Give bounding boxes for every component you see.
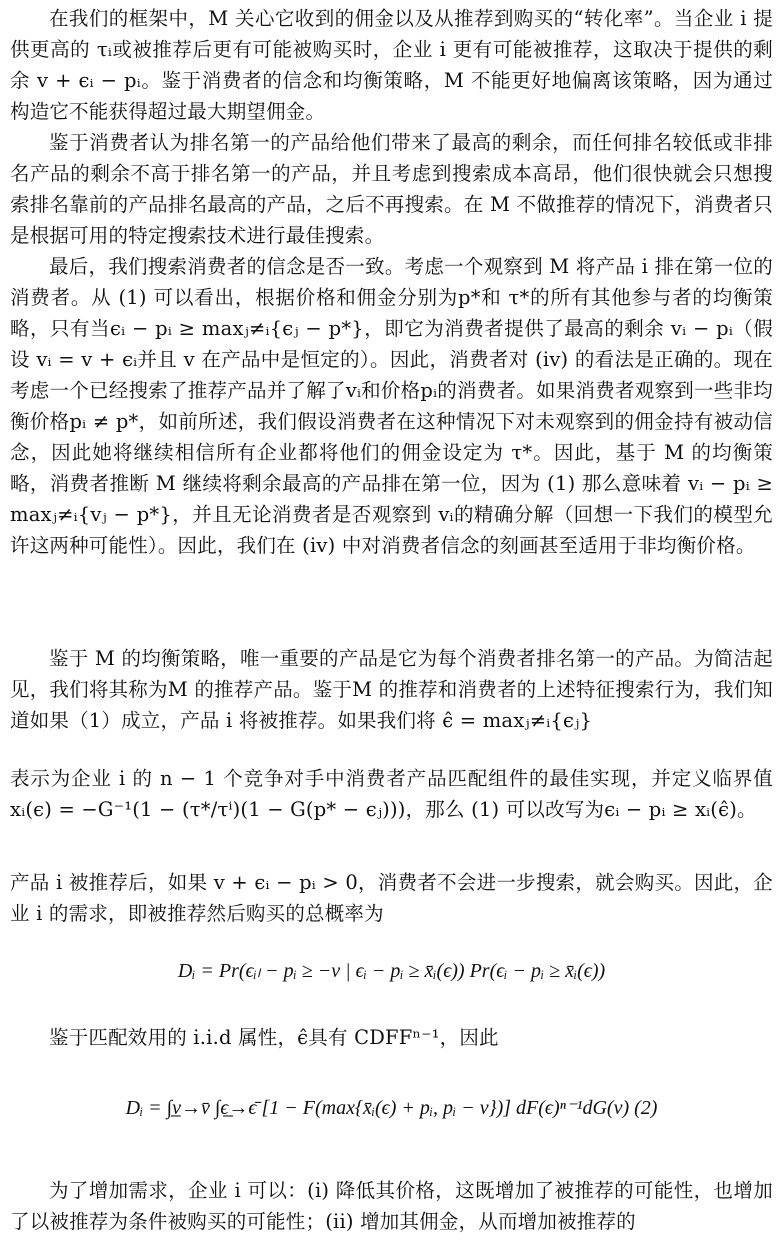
equation-demand: Dᵢ = Pr(ϵᵢₗ − pᵢ ≥ −v | ϵᵢ − pᵢ ≥ x̄ᵢ(ϵ)) Pr(ϵᵢ − pᵢ ≥ x̄ᵢ(ϵ)) xyxy=(177,960,606,982)
equation-2: Dᵢ = ∫v̲→v̄ ∫ϵ̲→ϵ̄ [1 − F(max{x̄ᵢ(ϵ) + pᵢ, pᵢ − v})] dF(ϵ)ⁿ⁻¹dG(v) (2) xyxy=(125,1097,658,1119)
paragraph-search-behavior: 鉴于消费者认为排名第一的产品给他们带来了最高的剩余，而任何排名较低或非排名产品的剩余不高于排名第一的产品，并且考虑到搜索成本高昂，他们很快就会只想搜索排名靠前的产品排名最高的产品，之后不再搜索。在 M 不做推荐的情况下，消费者只是根据可用的特定搜索技术进行最佳搜索。 xyxy=(10,131,773,247)
paragraph-recommended: 鉴于 M 的均衡策略，唯一重要的产品是它为每个消费者排名第一的产品。为简洁起见，我们将其称为M 的推荐产品。鉴于M 的推荐和消费者的上述特征搜索行为，我们知道如果（1）成立，产品 i 将被推荐。如果我们将 ϵ̂ = maxⱼ≠ᵢ{ϵⱼ} xyxy=(10,647,773,732)
paragraph-increase-demand: 为了增加需求，企业 i 可以：(i) 降低其价格，这既增加了被推荐的可能性，也增加了以被推荐为条件被购买的可能性；(ii) 增加其佣金，从而增加被推荐的 xyxy=(10,1179,773,1233)
paragraph-framework: 在我们的框架中，M 关心它收到的佣金以及从推荐到购买的“转化率”。当企业 i 提供更高的 τᵢ或被推荐后更有可能被购买时，企业 i 更有可能被推荐，这取决于提供的剩余 v + ϵᵢ − pᵢ。鉴于消费者的信念和均衡策略，M 不能更好地偏离该策略，因为通过构造它不能获得超过最大期望佣金。 xyxy=(10,7,773,123)
paragraph-iid: 鉴于匹配效用的 i.i.d 属性，ϵ̂具有 CDFFⁿ⁻¹，因此 xyxy=(49,1026,499,1049)
paragraph-beliefs: 最后，我们搜索消费者的信念是否一致。考虑一个观察到 M 将产品 i 排在第一位的消费者。从 (1) 可以看出，根据价格和佣金分别为p*和 τ*的所有其他参与者的均衡策略，只有当ϵᵢ − pᵢ ≥ maxⱼ≠ᵢ{ϵⱼ − p*}，即它为消费者提供了最高的剩余 vᵢ − pᵢ（假设 vᵢ = v + ϵᵢ并且 v 在产品中是恒定的）。因此，消费者对 (iv) 的看法是正确的。现在考虑一个已经搜索了推荐产品并了解了vᵢ和价格pᵢ的消费者。如果消费者观察到一些非均衡价格pᵢ ≠ p*，如前所述，我们假设消费者在这种情况下对未观察到的佣金持有被动信念，因此她将继续相信所有企业都将他们的佣金设定为 τ*。因此，基于 M 的均衡策略，消费者推断 M 继续将剩余最高的产品排在第一位，因为 (1) 那么意味着 vᵢ − pᵢ ≥ maxⱼ≠ᵢ{vⱼ − p*}，并且无论消费者是否观察到 vᵢ的精确分解（回想一下我们的模型允许这两种可能性）。因此，我们在 (iv) 中对消费者信念的刻画甚至适用于非均衡价格。 xyxy=(10,255,773,557)
paragraph-threshold: 表示为企业 i 的 n − 1 个竞争对手中消费者产品匹配组件的最佳实现，并定义临界值 xᵢ(ϵ) = −G⁻¹(1 − (τ*/τⁱ)(1 − G(p* − ϵⱼ)))，那么 (1) 可以改写为ϵᵢ − pᵢ ≥ xᵢ(ϵ̂)。 xyxy=(10,767,773,821)
paragraph-demand-intro: 产品 i 被推荐后，如果 v + ϵᵢ − pᵢ > 0，消费者不会进一步搜索，就会购买。因此，企业 i 的需求，即被推荐然后购买的总概率为 xyxy=(10,871,773,925)
